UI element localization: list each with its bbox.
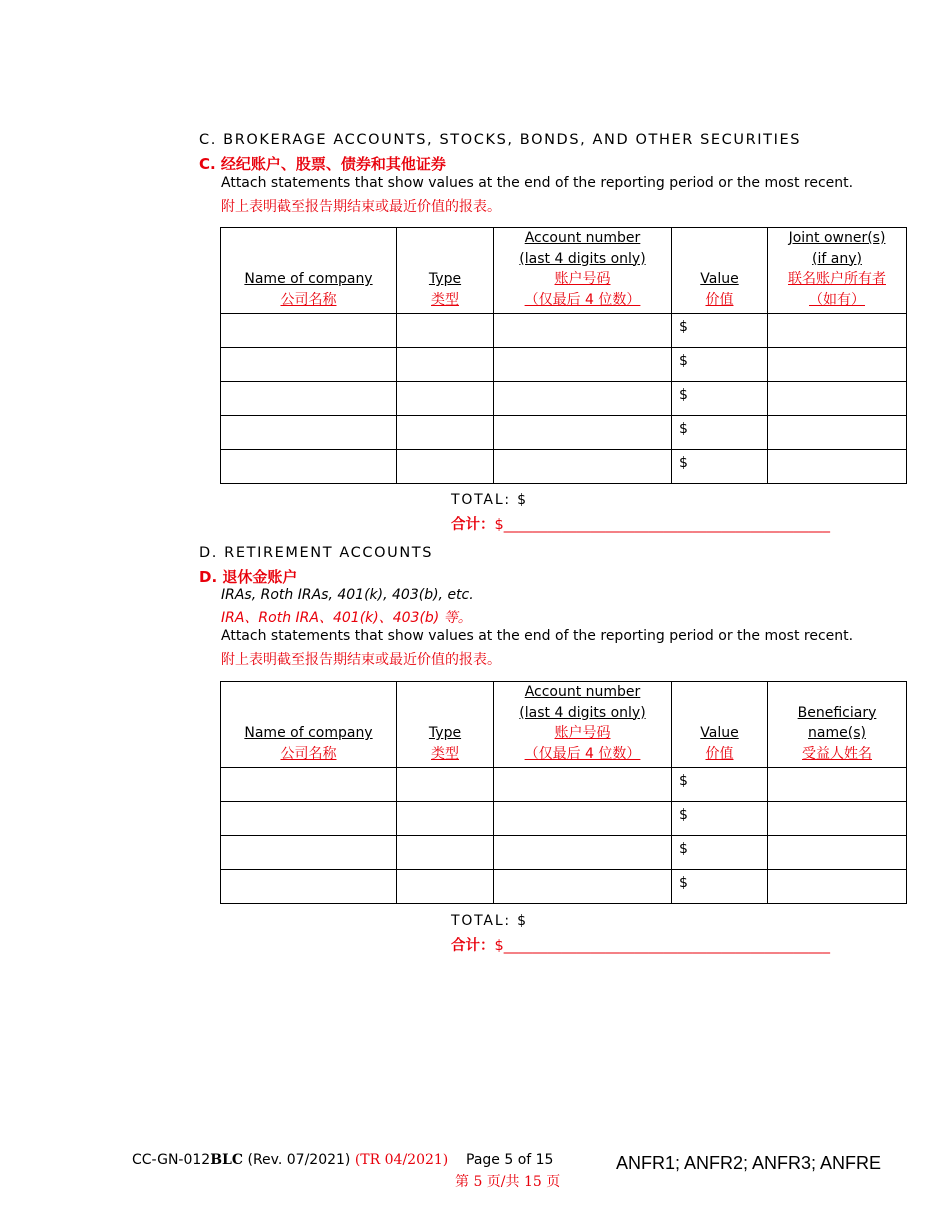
form-codes: ANFR1; ANFR2; ANFR3; ANFRE — [616, 1153, 882, 1173]
value-cell[interactable]: $ — [672, 450, 768, 484]
value-cell[interactable]: $ — [672, 836, 768, 870]
table-row — [221, 314, 907, 348]
value-cell[interactable]: $ — [672, 802, 768, 836]
total-entry-line[interactable]: $_____________________________________________ — [494, 938, 830, 954]
section-c-heading-zh: C. 经纪账户、股票、债券和其他证券 — [199, 155, 446, 173]
total-label-zh: 合计： — [451, 517, 495, 533]
joint-owner-cell[interactable] — [768, 382, 907, 416]
account-number-cell[interactable] — [494, 416, 672, 450]
table-row — [221, 870, 907, 904]
account-number-cell[interactable] — [494, 348, 672, 382]
retirement-accounts-table — [220, 681, 907, 904]
value-cell[interactable]: $ — [672, 348, 768, 382]
table-row — [221, 836, 907, 870]
section-c-total-zh[interactable] — [451, 513, 830, 534]
total-entry-line[interactable]: $_____________________________________________ — [494, 517, 830, 533]
company-cell[interactable] — [221, 314, 397, 348]
section-d-examples-zh: IRA、Roth IRA、401(k)、403(b) 等。 — [221, 610, 472, 626]
account-number-cell[interactable] — [494, 768, 672, 802]
company-cell[interactable] — [221, 802, 397, 836]
value-cell[interactable]: $ — [672, 870, 768, 904]
company-cell[interactable] — [221, 348, 397, 382]
type-cell[interactable] — [397, 836, 494, 870]
section-d-instruction-zh: 附上表明截至报告期结束或最近价值的报表。 — [221, 652, 501, 668]
joint-owner-cell[interactable] — [768, 450, 907, 484]
col-name-of-company: Name of company 公司名称 — [221, 682, 397, 768]
value-cell[interactable]: $ — [672, 314, 768, 348]
page-number-zh: 第 5 页/共 15 页 — [455, 1174, 561, 1190]
account-number-cell[interactable] — [494, 870, 672, 904]
section-d-heading-zh: D. 退休金账户 — [199, 568, 298, 586]
joint-owner-cell[interactable] — [768, 314, 907, 348]
type-cell[interactable] — [397, 802, 494, 836]
type-cell[interactable] — [397, 450, 494, 484]
section-c-heading: C. BROKERAGE ACCOUNTS, STOCKS, BONDS, AND OTHER SECURITIES — [199, 132, 802, 148]
col-name-of-company: Name of company 公司名称 — [221, 228, 397, 314]
table-header-row — [221, 682, 907, 768]
company-cell[interactable] — [221, 382, 397, 416]
table-row — [221, 348, 907, 382]
table-row — [221, 802, 907, 836]
col-type: Type 类型 — [397, 682, 494, 768]
value-cell[interactable]: $ — [672, 416, 768, 450]
col-joint-owners: Joint owner(s) (if any) 联名账户所有者 （如有） — [768, 228, 907, 314]
company-cell[interactable] — [221, 416, 397, 450]
col-account-number: Account number (last 4 digits only) 账户号码 （仅最后 4 位数） — [494, 682, 672, 768]
type-cell[interactable] — [397, 348, 494, 382]
col-value: Value 价值 — [672, 228, 768, 314]
col-beneficiary: Beneficiary name(s) 受益人姓名 — [768, 682, 907, 768]
page-number: Page 5 of 15 — [466, 1152, 554, 1168]
table-header-row — [221, 228, 907, 314]
table-row — [221, 382, 907, 416]
section-d-total: TOTAL: $ — [451, 913, 528, 929]
joint-owner-cell[interactable] — [768, 348, 907, 382]
table-row — [221, 416, 907, 450]
type-cell[interactable] — [397, 768, 494, 802]
form-id: CC-GN-012BLC (Rev. 07/2021) (TR 04/2021) — [132, 1152, 449, 1168]
company-cell[interactable] — [221, 450, 397, 484]
account-number-cell[interactable] — [494, 836, 672, 870]
joint-owner-cell[interactable] — [768, 416, 907, 450]
beneficiary-cell[interactable] — [768, 768, 907, 802]
col-account-number: Account number (last 4 digits only) 账户号码 （仅最后 4 位数） — [494, 228, 672, 314]
brokerage-accounts-table — [220, 227, 907, 484]
beneficiary-cell[interactable] — [768, 836, 907, 870]
account-number-cell[interactable] — [494, 382, 672, 416]
beneficiary-cell[interactable] — [768, 870, 907, 904]
section-d-examples: IRAs, Roth IRAs, 401(k), 403(b), etc. — [221, 587, 474, 603]
table-row — [221, 450, 907, 484]
section-c-instruction: Attach statements that show values at the end of the reporting period or the most recent. — [221, 175, 854, 191]
company-cell[interactable] — [221, 870, 397, 904]
col-value: Value 价值 — [672, 682, 768, 768]
table-row — [221, 768, 907, 802]
type-cell[interactable] — [397, 314, 494, 348]
account-number-cell[interactable] — [494, 314, 672, 348]
type-cell[interactable] — [397, 870, 494, 904]
company-cell[interactable] — [221, 768, 397, 802]
company-cell[interactable] — [221, 836, 397, 870]
beneficiary-cell[interactable] — [768, 802, 907, 836]
value-cell[interactable]: $ — [672, 382, 768, 416]
type-cell[interactable] — [397, 416, 494, 450]
section-c-total: TOTAL: $ — [451, 492, 528, 508]
account-number-cell[interactable] — [494, 802, 672, 836]
account-number-cell[interactable] — [494, 450, 672, 484]
section-d-heading: D. RETIREMENT ACCOUNTS — [199, 545, 434, 561]
section-d-total-zh[interactable] — [451, 934, 830, 955]
section-c-instruction-zh: 附上表明截至报告期结束或最近价值的报表。 — [221, 199, 501, 215]
type-cell[interactable] — [397, 382, 494, 416]
col-type: Type 类型 — [397, 228, 494, 314]
section-d-instruction: Attach statements that show values at the end of the reporting period or the most recent. — [221, 628, 854, 644]
value-cell[interactable]: $ — [672, 768, 768, 802]
total-label-zh: 合计： — [451, 938, 495, 954]
